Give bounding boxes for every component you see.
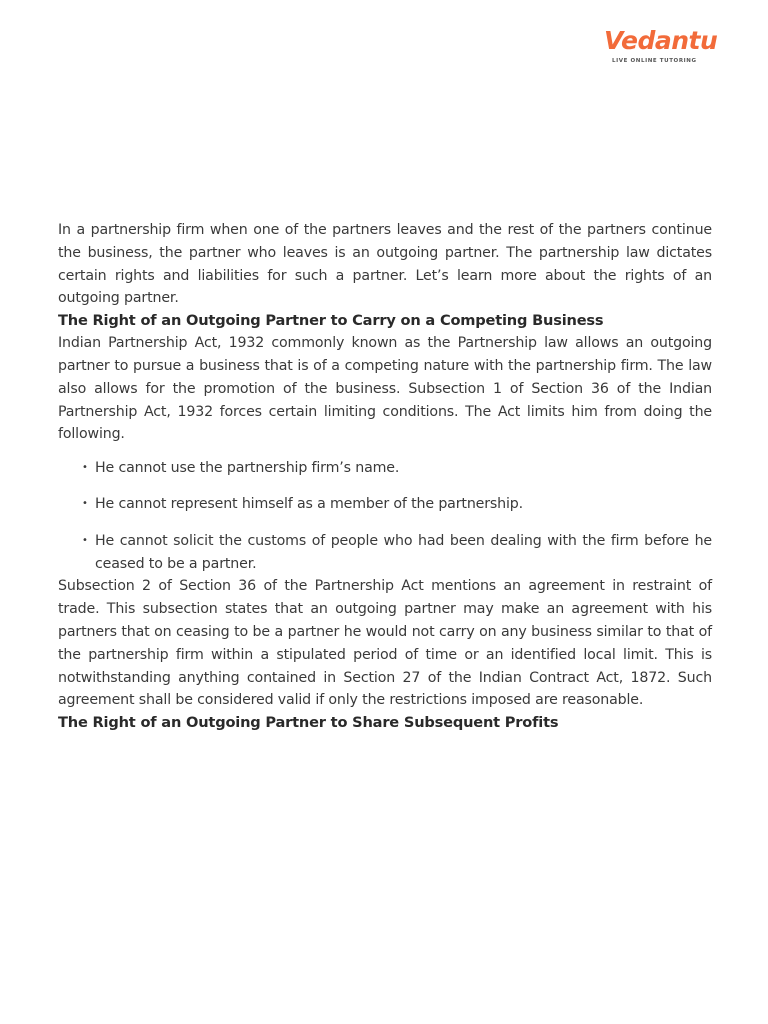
intro-paragraph: In a partnership firm when one of the partners leaves and the rest of the partners continue the business, the partner who leaves is an outgoing partner. The partnership law dictates certain rights and liabilities for such a partner. Let’s learn more about the rights of an outgoing partner. [58, 222, 712, 307]
list-item-text: He cannot represent himself as a member of the partnership. [95, 496, 524, 513]
list-item [58, 493, 712, 516]
section-heading-competing-business: The Right of an Outgoing Partner to Carry on a Competing Business [58, 312, 604, 330]
bullet-icon: • [82, 534, 88, 546]
list-item-text: He cannot solicit the customs of people who had been dealing with the firm before he ceased to be a partner. [95, 532, 712, 572]
list-item-text: He cannot use the partnership firm’s name. [95, 460, 400, 477]
bullet-icon: • [82, 498, 88, 510]
list-item [58, 457, 712, 480]
bullet-icon: • [82, 462, 88, 474]
restraint-of-trade-paragraph: Subsection 2 of Section 36 of the Partnership Act mentions an agreement in restraint of trade. This subsection states that an outgoing partner may make an agreement with his partners that on ceasing to be a partner he would not carry on any business similar to that of the partnership firm within a stipulated period of time or an identified local limit. This is notwithstanding anything contained in Section 27 of the Indian Contract Act, 1872. Such agreement shall be considered valid if only the restrictions imposed are reasonable. [58, 578, 712, 709]
vedantu-logo [604, 26, 716, 70]
section-heading-subsequent-profits: The Right of an Outgoing Partner to Share Subsequent Profits [58, 714, 559, 732]
logo-wordmark: Vedantu [604, 26, 718, 55]
document-body [58, 219, 712, 734]
logo-tagline: LIVE ONLINE TUTORING [612, 58, 697, 64]
section-paragraph: Indian Partnership Act, 1932 commonly known as the Partnership law allows an outgoing partner to pursue a business that is of a competing nature with the partnership firm. The law also allows for the promotion of the business. Subsection 1 of Section 36 of the Indian Partnership Act, 1932 forces certain limiting conditions. The Act limits him from doing the following. [58, 335, 712, 443]
list-item [58, 530, 712, 576]
restriction-list [58, 457, 712, 575]
